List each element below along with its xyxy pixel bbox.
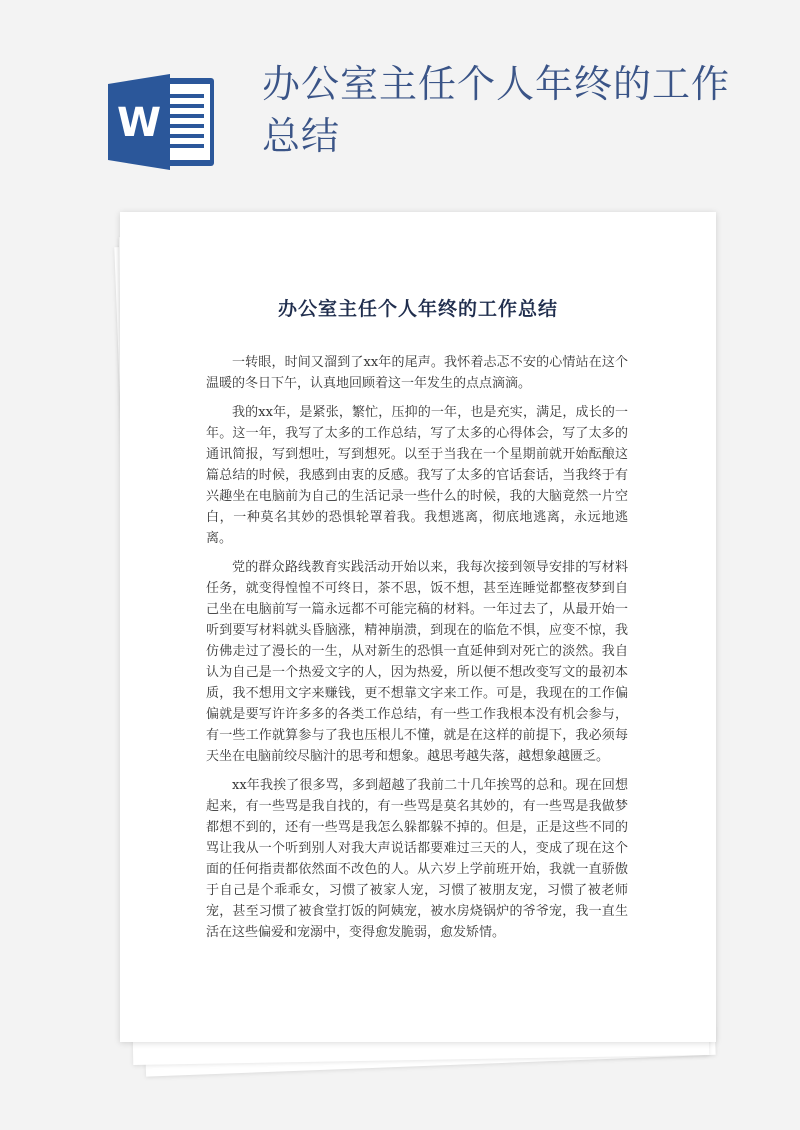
- paragraph: xx年我挨了很多骂，多到超越了我前二十几年挨骂的总和。现在回想起来，有一些骂是我自找的，有一些骂是莫名其妙的，有一些骂是我做梦都想不到的，还有一些骂是我怎么躲都躲不掉的。但是，正是这些不同的骂让我从一个听到别人对我大声说话都要难过三天的人，变成了现在这个面的任何指责都依然面不改色的人。从六岁上学前班开始，我就一直骄傲于自己是个乖乖女，习惯了被家人宠，习惯了被朋友宠，习惯了被老师宠，甚至习惯了被食堂打饭的阿姨宠，被水房烧锅炉的爷爷宠，我一直生活在这些偏爱和宠溺中，变得愈发脆弱，愈发矫情。: [206, 778, 628, 940]
- banner-title: 办公室主任个人年终的工作总结: [262, 62, 731, 158]
- document-body: [206, 352, 628, 951]
- paragraph: 党的群众路线教育实践活动开始以来，我每次接到领导安排的写材料任务，就变得惶惶不可终日，茶不思，饭不想，甚至连睡觉都整夜梦到自己坐在电脑前写一篇永远都不可能完稿的材料。一年过去了，从最开始一听到要写材料就头昏脑涨，精神崩溃，到现在的临危不惧，应变不惊，我仿佛走过了漫长的一生，从对新生的恐惧一直延伸到对死亡的淡然。我自认为自己是一个热爱文字的人，因为热爱，所以便不想改变写文的最初本质，我不想用文字来赚钱，更不想靠文字来工作。可是，我现在的工作偏偏就是要写许许多多的各类工作总结，有一些工作我根本没有机会参与，有一些工作就算参与了我也压根儿不懂，就是在这样的前提下，我必须每天坐在电脑前绞尽脑汁的思考和想象。越思考越失落，越想象越匮乏。: [206, 560, 628, 764]
- word-icon-letter: W: [116, 100, 162, 146]
- document-title: 办公室主任个人年终的工作总结: [277, 298, 558, 320]
- document-page: [120, 212, 716, 1042]
- paragraph: 一转眼，时间又溜到了xx年的尾声。我怀着忐忑不安的心情站在这个温暖的冬日下午，认真地回顾着这一年发生的点点滴滴。: [206, 355, 628, 391]
- word-document-icon: [108, 72, 220, 172]
- banner: [0, 0, 800, 210]
- paragraph: 我的xx年，是紧张，繁忙，压抑的一年，也是充实，满足，成长的一年。这一年，我写了太多的工作总结，写了太多的心得体会，写了太多的通讯简报，写到想吐，写到想死。以至于当我在一个星期前就开始酝酿这篇总结的时候，我感到由衷的反感。我写了太多的官话套话，当我终于有兴趣坐在电脑前为自己的生活记录一些什么的时候，我的大脑竟然一片空白，一种莫名其妙的恐惧轮罩着我。我想逃离，彻底地逃离，永远地逃离。: [206, 405, 628, 546]
